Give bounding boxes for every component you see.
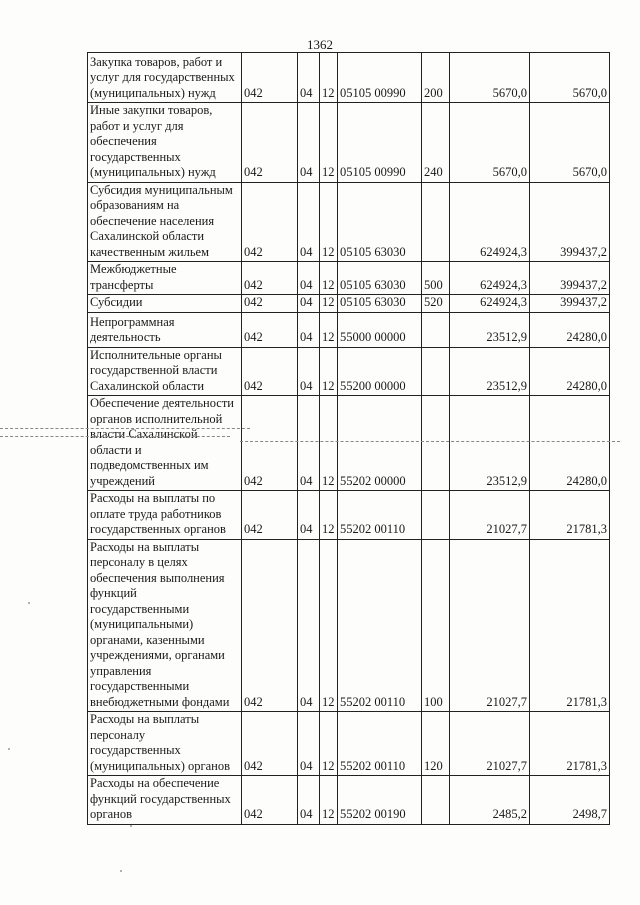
sum-year-2: 21781,3 [530, 539, 610, 712]
sum-year-2: 24280,0 [530, 396, 610, 491]
ministry-code: 042 [242, 491, 298, 540]
section-code: 04 [298, 347, 320, 396]
expense-type-code [422, 776, 450, 825]
table-row [88, 182, 610, 262]
sum-year-1: 624924,3 [450, 295, 530, 313]
expense-type-code: 200 [422, 53, 450, 103]
target-article-code: 55202 00000 [338, 396, 422, 491]
row-name: Непрограммная деятельность [88, 312, 242, 347]
table-row [88, 776, 610, 825]
sum-year-1: 21027,7 [450, 491, 530, 540]
row-name: Расходы на выплаты персоналу государственных (муниципальных) органов [88, 712, 242, 776]
table-row [88, 396, 610, 491]
target-article-code: 55202 00110 [338, 539, 422, 712]
section-code: 04 [298, 776, 320, 825]
target-article-code: 05105 00990 [338, 103, 422, 183]
sum-year-1: 5670,0 [450, 103, 530, 183]
row-name: Исполнительные органы государственной власти Сахалинской области [88, 347, 242, 396]
scan-artifact-dot [28, 602, 30, 604]
row-name: Иные закупки товаров, работ и услуг для обеспечения государственных (муниципальных) нужд [88, 103, 242, 183]
sum-year-1: 5670,0 [450, 53, 530, 103]
section-code: 04 [298, 53, 320, 103]
section-code: 04 [298, 182, 320, 262]
ministry-code: 042 [242, 53, 298, 103]
sum-year-2: 24280,0 [530, 312, 610, 347]
table-row [88, 262, 610, 295]
ministry-code: 042 [242, 262, 298, 295]
table-row [88, 347, 610, 396]
subsection-code: 12 [320, 491, 338, 540]
subsection-code: 12 [320, 347, 338, 396]
target-article-code: 05105 00990 [338, 53, 422, 103]
subsection-code: 12 [320, 295, 338, 313]
subsection-code: 12 [320, 103, 338, 183]
table-row [88, 103, 610, 183]
expense-type-code: 100 [422, 539, 450, 712]
scan-artifact-line [0, 436, 230, 437]
target-article-code: 55202 00190 [338, 776, 422, 825]
row-name: Обеспечение деятельности органов исполнительной власти Сахалинской области и подведомственных им учреждений [88, 396, 242, 491]
target-article-code: 55202 00110 [338, 491, 422, 540]
scan-artifact-dot [8, 748, 10, 750]
sum-year-1: 23512,9 [450, 347, 530, 396]
target-article-code: 05105 63030 [338, 262, 422, 295]
sum-year-1: 21027,7 [450, 712, 530, 776]
ministry-code: 042 [242, 182, 298, 262]
subsection-code: 12 [320, 396, 338, 491]
scan-artifact-line [240, 441, 620, 442]
subsection-code: 12 [320, 312, 338, 347]
section-code: 04 [298, 103, 320, 183]
expense-type-code [422, 182, 450, 262]
section-code: 04 [298, 539, 320, 712]
section-code: 04 [298, 712, 320, 776]
scan-artifact-dot [120, 870, 122, 872]
row-name: Закупка товаров, работ и услуг для государственных (муниципальных) нужд [88, 53, 242, 103]
table-row [88, 312, 610, 347]
sum-year-2: 5670,0 [530, 103, 610, 183]
target-article-code: 05105 63030 [338, 295, 422, 313]
subsection-code: 12 [320, 776, 338, 825]
expense-type-code: 500 [422, 262, 450, 295]
ministry-code: 042 [242, 396, 298, 491]
section-code: 04 [298, 295, 320, 313]
sum-year-2: 2498,7 [530, 776, 610, 825]
ministry-code: 042 [242, 776, 298, 825]
sum-year-1: 21027,7 [450, 539, 530, 712]
row-name: Расходы на выплаты персоналу в целях обеспечения выполнения функций государственными (муниципальными) органами, казенными учреждениями, органами управления государственными внебюджетными фондами [88, 539, 242, 712]
ministry-code: 042 [242, 347, 298, 396]
page-number: 1362 [307, 37, 333, 52]
sum-year-2: 399437,2 [530, 295, 610, 313]
target-article-code: 55000 00000 [338, 312, 422, 347]
sum-year-1: 23512,9 [450, 396, 530, 491]
sum-year-2: 5670,0 [530, 53, 610, 103]
subsection-code: 12 [320, 182, 338, 262]
table-row [88, 53, 610, 103]
expense-type-code: 240 [422, 103, 450, 183]
sum-year-1: 2485,2 [450, 776, 530, 825]
ministry-code: 042 [242, 312, 298, 347]
row-name: Субсидия муниципальным образованиям на обеспечение населения Сахалинской области качественным жильем [88, 182, 242, 262]
subsection-code: 12 [320, 539, 338, 712]
expense-type-code: 520 [422, 295, 450, 313]
target-article-code: 05105 63030 [338, 182, 422, 262]
table-row [88, 539, 610, 712]
expense-type-code [422, 491, 450, 540]
table-row [88, 491, 610, 540]
row-name: Субсидии [88, 295, 242, 313]
expense-type-code: 120 [422, 712, 450, 776]
section-code: 04 [298, 396, 320, 491]
expense-type-code [422, 396, 450, 491]
subsection-code: 12 [320, 53, 338, 103]
sum-year-2: 399437,2 [530, 182, 610, 262]
subsection-code: 12 [320, 262, 338, 295]
target-article-code: 55202 00110 [338, 712, 422, 776]
expense-type-code [422, 312, 450, 347]
table-row [88, 295, 610, 313]
target-article-code: 55200 00000 [338, 347, 422, 396]
budget-table [87, 52, 610, 825]
sum-year-1: 624924,3 [450, 182, 530, 262]
row-name: Расходы на обеспечение функций государственных органов [88, 776, 242, 825]
ministry-code: 042 [242, 712, 298, 776]
ministry-code: 042 [242, 295, 298, 313]
row-name: Расходы на выплаты по оплате труда работников государственных органов [88, 491, 242, 540]
sum-year-2: 21781,3 [530, 491, 610, 540]
section-code: 04 [298, 262, 320, 295]
section-code: 04 [298, 312, 320, 347]
sum-year-2: 24280,0 [530, 347, 610, 396]
ministry-code: 042 [242, 103, 298, 183]
subsection-code: 12 [320, 712, 338, 776]
sum-year-2: 399437,2 [530, 262, 610, 295]
ministry-code: 042 [242, 539, 298, 712]
scan-artifact-dot [130, 825, 132, 827]
sum-year-1: 624924,3 [450, 262, 530, 295]
table-row [88, 712, 610, 776]
sum-year-1: 23512,9 [450, 312, 530, 347]
expense-type-code [422, 347, 450, 396]
row-name: Межбюджетные трансферты [88, 262, 242, 295]
scan-artifact-line [0, 428, 250, 429]
sum-year-2: 21781,3 [530, 712, 610, 776]
section-code: 04 [298, 491, 320, 540]
